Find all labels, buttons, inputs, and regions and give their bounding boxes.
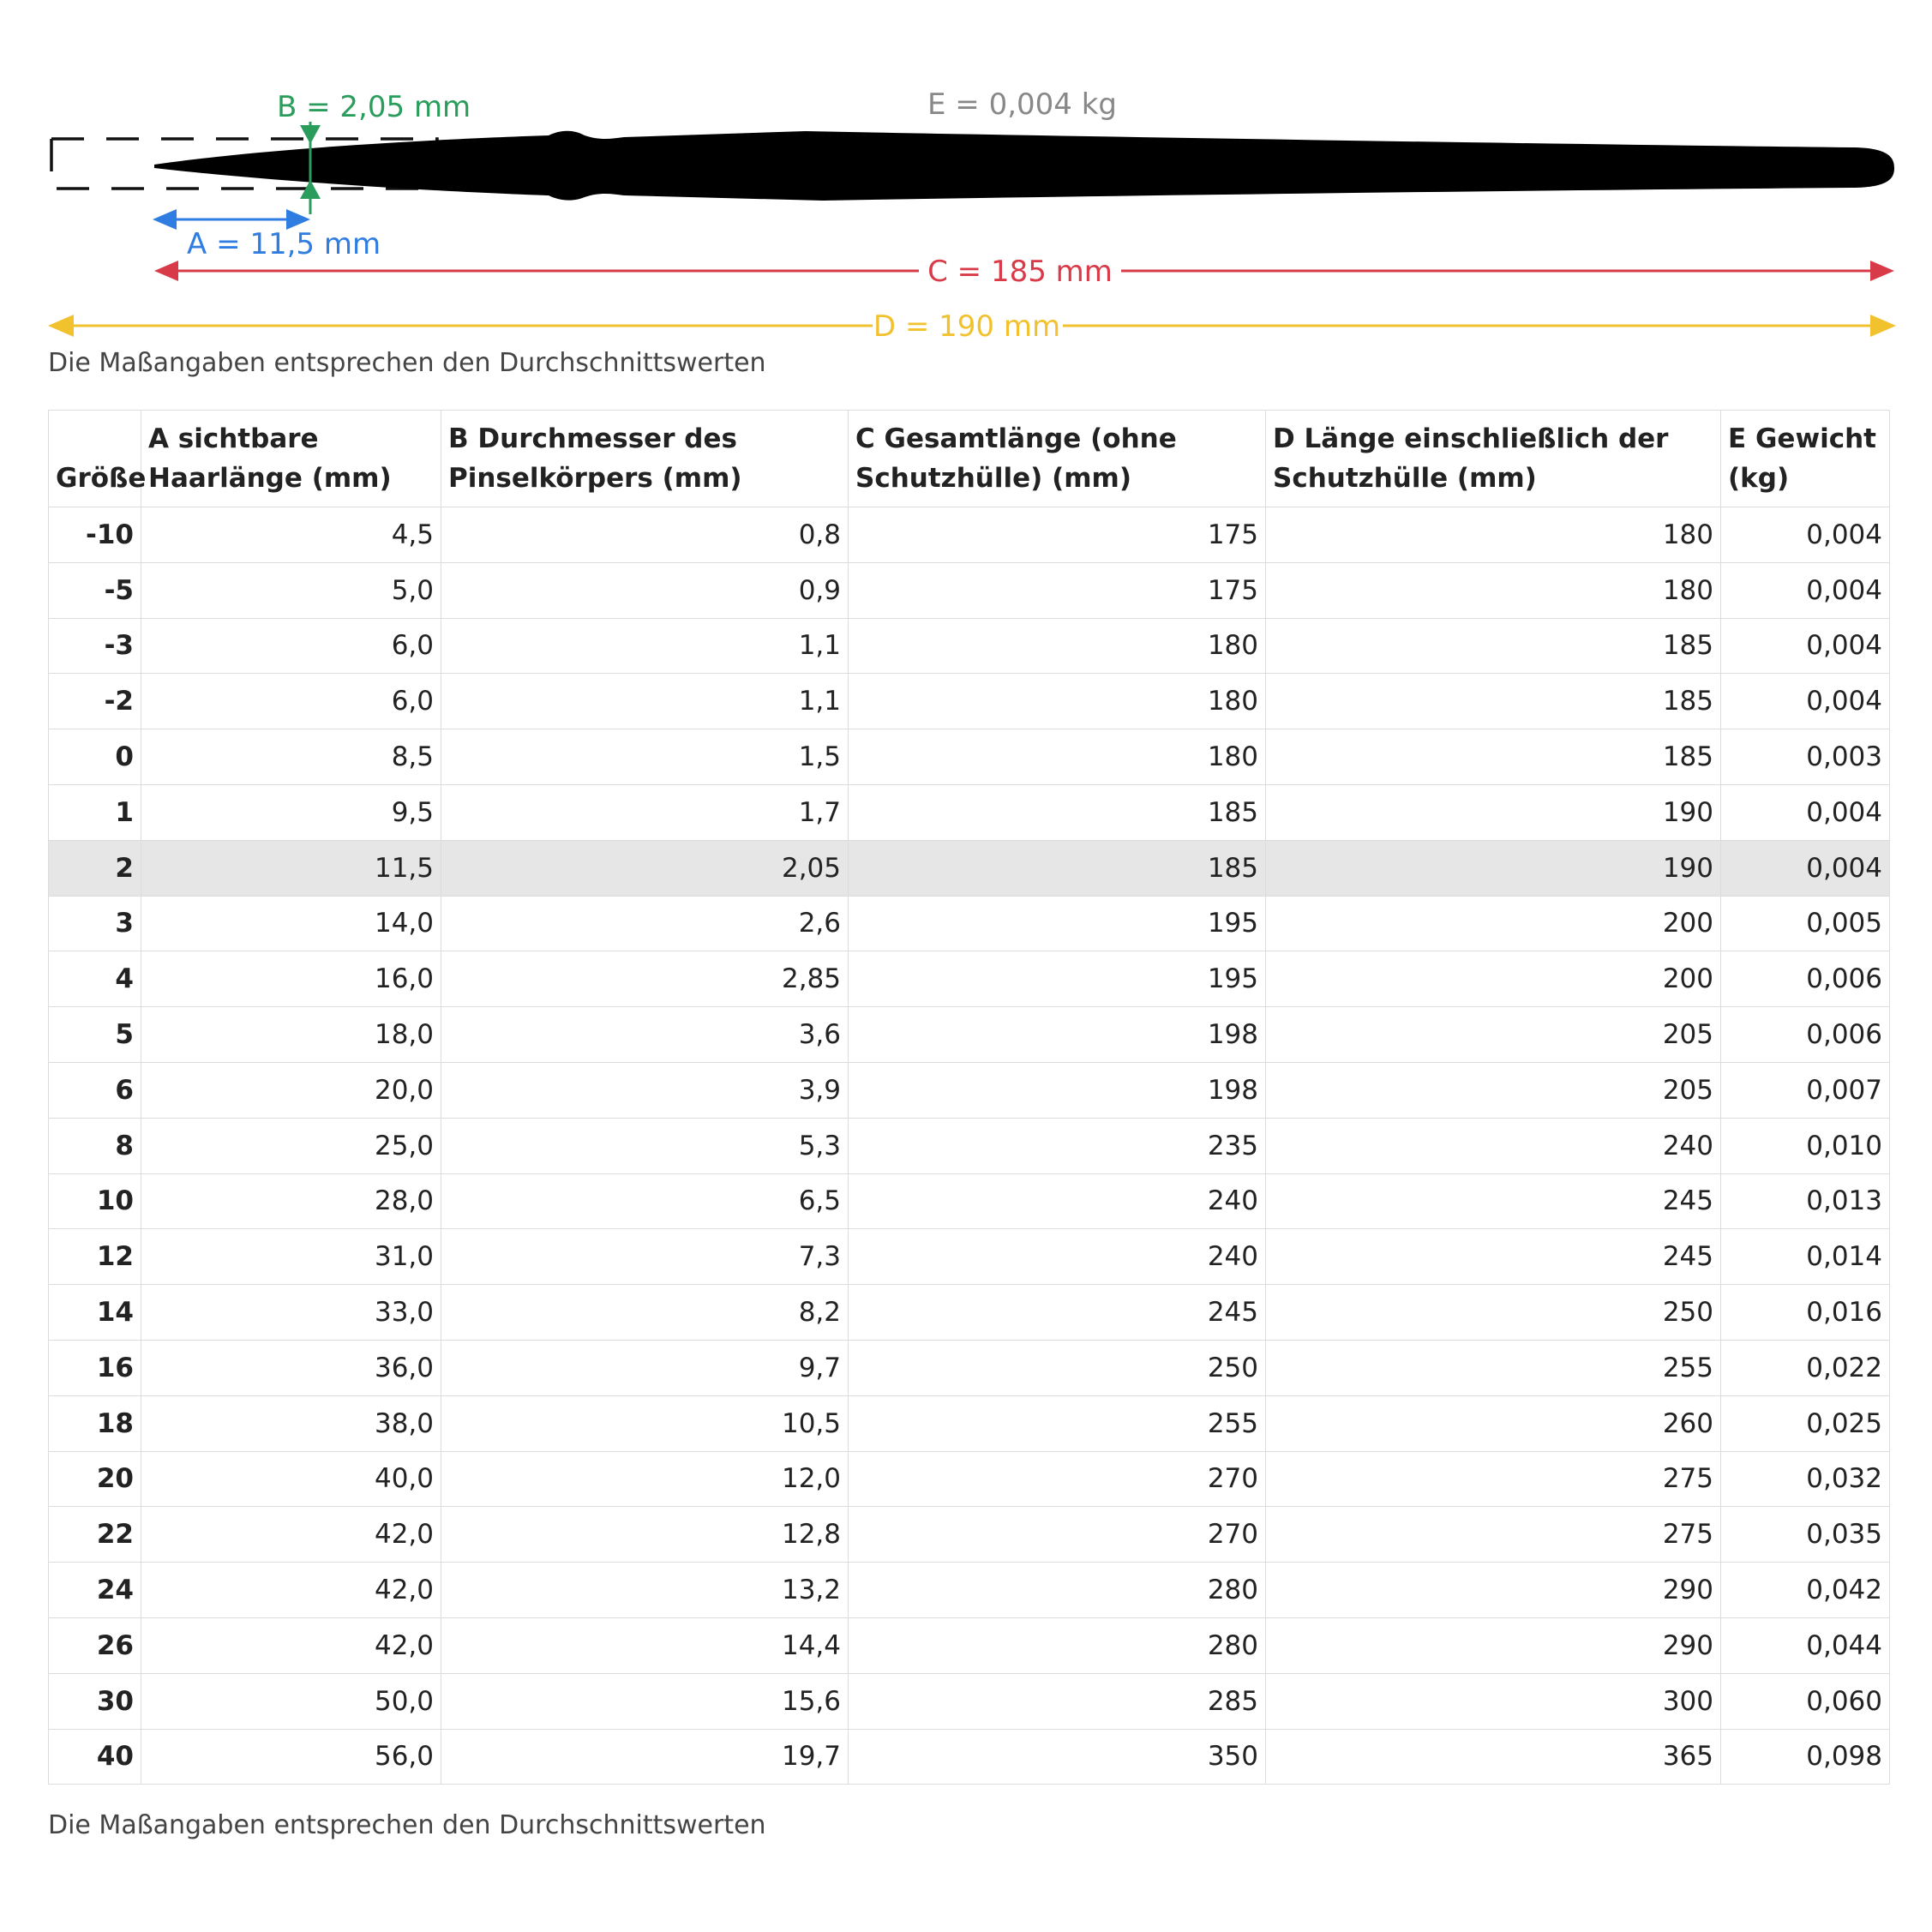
cell-weight: 0,016 <box>1721 1285 1890 1341</box>
cell-hair-length: 25,0 <box>141 1118 441 1173</box>
cell-hair-length: 6,0 <box>141 618 441 674</box>
cell-total-length: 195 <box>849 896 1266 951</box>
cell-length-with-cap: 255 <box>1266 1340 1721 1395</box>
cell-total-length: 180 <box>849 618 1266 674</box>
table-row <box>49 1507 1890 1563</box>
cell-hair-length: 8,5 <box>141 729 441 785</box>
dimension-d-label: D = 190 mm <box>873 309 1061 343</box>
cell-weight: 0,060 <box>1721 1673 1890 1729</box>
table-body <box>49 507 1890 1785</box>
cell-size: 40 <box>49 1729 141 1785</box>
cell-body-diameter: 1,5 <box>441 729 849 785</box>
table-row <box>49 1617 1890 1673</box>
cell-weight: 0,004 <box>1721 618 1890 674</box>
table-row <box>49 1118 1890 1173</box>
cell-size: 16 <box>49 1340 141 1395</box>
cell-body-diameter: 14,4 <box>441 1617 849 1673</box>
cell-length-with-cap: 185 <box>1266 618 1721 674</box>
cell-size: 14 <box>49 1285 141 1341</box>
header-size: Größe <box>49 411 141 507</box>
brush-dimension-diagram <box>0 0 1932 343</box>
cell-hair-length: 50,0 <box>141 1673 441 1729</box>
cell-weight: 0,004 <box>1721 840 1890 896</box>
table-row <box>49 951 1890 1007</box>
cell-total-length: 180 <box>849 729 1266 785</box>
average-values-note: Die Maßangaben entsprechen den Durchschnittswerten <box>48 348 766 378</box>
table-row <box>49 1729 1890 1785</box>
cell-size: 10 <box>49 1173 141 1229</box>
cell-size: 4 <box>49 951 141 1007</box>
cell-body-diameter: 0,8 <box>441 507 849 563</box>
cell-hair-length: 38,0 <box>141 1395 441 1451</box>
cell-weight: 0,004 <box>1721 562 1890 618</box>
cell-body-diameter: 9,7 <box>441 1340 849 1395</box>
cell-size: 6 <box>49 1062 141 1118</box>
dimension-a-label: A = 11,5 mm <box>187 227 381 261</box>
table-row <box>49 1062 1890 1118</box>
cell-total-length: 180 <box>849 674 1266 729</box>
table-row <box>49 618 1890 674</box>
cell-total-length: 250 <box>849 1340 1266 1395</box>
cell-size: 12 <box>49 1229 141 1285</box>
cell-body-diameter: 12,8 <box>441 1507 849 1563</box>
cell-size: 24 <box>49 1563 141 1618</box>
cell-total-length: 185 <box>849 784 1266 840</box>
cell-hair-length: 28,0 <box>141 1173 441 1229</box>
cell-length-with-cap: 275 <box>1266 1507 1721 1563</box>
cell-total-length: 198 <box>849 1062 1266 1118</box>
table-row <box>49 1563 1890 1618</box>
cell-length-with-cap: 365 <box>1266 1729 1721 1785</box>
cell-total-length: 235 <box>849 1118 1266 1173</box>
cell-weight: 0,004 <box>1721 507 1890 563</box>
cell-weight: 0,025 <box>1721 1395 1890 1451</box>
table-row <box>49 896 1890 951</box>
cell-weight: 0,004 <box>1721 674 1890 729</box>
cell-size: -10 <box>49 507 141 563</box>
cell-hair-length: 42,0 <box>141 1507 441 1563</box>
header-total-length: C Gesamtlänge (ohne Schutzhülle) (mm) <box>849 411 1266 507</box>
cell-body-diameter: 15,6 <box>441 1673 849 1729</box>
header-body-diameter: B Durchmesser des Pinselkörpers (mm) <box>441 411 849 507</box>
cell-size: 22 <box>49 1507 141 1563</box>
table-row <box>49 1229 1890 1285</box>
cell-weight: 0,006 <box>1721 951 1890 1007</box>
cell-length-with-cap: 205 <box>1266 1062 1721 1118</box>
table-row <box>49 1673 1890 1729</box>
cell-weight: 0,006 <box>1721 1007 1890 1063</box>
cell-weight: 0,035 <box>1721 1507 1890 1563</box>
table-row <box>49 562 1890 618</box>
cell-total-length: 280 <box>849 1563 1266 1618</box>
cell-hair-length: 6,0 <box>141 674 441 729</box>
average-values-note-bottom: Die Maßangaben entsprechen den Durchschnittswerten <box>48 1810 766 1840</box>
cell-hair-length: 18,0 <box>141 1007 441 1063</box>
cell-hair-length: 42,0 <box>141 1563 441 1618</box>
cell-length-with-cap: 275 <box>1266 1451 1721 1507</box>
cell-body-diameter: 0,9 <box>441 562 849 618</box>
cell-weight: 0,032 <box>1721 1451 1890 1507</box>
cell-weight: 0,003 <box>1721 729 1890 785</box>
cell-length-with-cap: 190 <box>1266 784 1721 840</box>
cell-body-diameter: 12,0 <box>441 1451 849 1507</box>
cell-hair-length: 16,0 <box>141 951 441 1007</box>
weight-e-label: E = 0,004 kg <box>927 87 1117 122</box>
cell-size: -2 <box>49 674 141 729</box>
cell-hair-length: 11,5 <box>141 840 441 896</box>
table-row <box>49 1340 1890 1395</box>
table-row <box>49 1285 1890 1341</box>
cell-hair-length: 40,0 <box>141 1451 441 1507</box>
cell-size: 1 <box>49 784 141 840</box>
cell-length-with-cap: 185 <box>1266 674 1721 729</box>
cell-length-with-cap: 180 <box>1266 562 1721 618</box>
cell-total-length: 280 <box>849 1617 1266 1673</box>
cell-total-length: 185 <box>849 840 1266 896</box>
cell-length-with-cap: 250 <box>1266 1285 1721 1341</box>
cell-weight: 0,013 <box>1721 1173 1890 1229</box>
cell-weight: 0,098 <box>1721 1729 1890 1785</box>
cell-body-diameter: 13,2 <box>441 1563 849 1618</box>
dimension-c-label: C = 185 mm <box>927 255 1113 289</box>
cell-hair-length: 14,0 <box>141 896 441 951</box>
cell-length-with-cap: 180 <box>1266 507 1721 563</box>
cell-hair-length: 9,5 <box>141 784 441 840</box>
cell-hair-length: 20,0 <box>141 1062 441 1118</box>
cell-length-with-cap: 185 <box>1266 729 1721 785</box>
header-hair-length: A sichtbare Haarlänge (mm) <box>141 411 441 507</box>
cell-body-diameter: 8,2 <box>441 1285 849 1341</box>
cell-length-with-cap: 200 <box>1266 951 1721 1007</box>
cell-length-with-cap: 245 <box>1266 1173 1721 1229</box>
cell-body-diameter: 1,1 <box>441 618 849 674</box>
cell-length-with-cap: 200 <box>1266 896 1721 951</box>
cell-total-length: 195 <box>849 951 1266 1007</box>
cell-size: 26 <box>49 1617 141 1673</box>
cell-weight: 0,014 <box>1721 1229 1890 1285</box>
cell-hair-length: 42,0 <box>141 1617 441 1673</box>
table-row <box>49 1451 1890 1507</box>
cell-hair-length: 36,0 <box>141 1340 441 1395</box>
dimension-b-label: B = 2,05 mm <box>277 90 471 124</box>
header-length-with-cap: D Länge einschließlich der Schutzhülle (mm) <box>1266 411 1721 507</box>
cell-weight: 0,044 <box>1721 1617 1890 1673</box>
cell-length-with-cap: 190 <box>1266 840 1721 896</box>
cell-size: 3 <box>49 896 141 951</box>
cell-body-diameter: 7,3 <box>441 1229 849 1285</box>
cell-total-length: 350 <box>849 1729 1266 1785</box>
cell-hair-length: 56,0 <box>141 1729 441 1785</box>
cell-weight: 0,004 <box>1721 784 1890 840</box>
cell-body-diameter: 3,9 <box>441 1062 849 1118</box>
cell-weight: 0,007 <box>1721 1062 1890 1118</box>
cell-hair-length: 4,5 <box>141 507 441 563</box>
table-row <box>49 840 1890 896</box>
cell-hair-length: 33,0 <box>141 1285 441 1341</box>
table-row <box>49 784 1890 840</box>
cell-total-length: 175 <box>849 562 1266 618</box>
cell-length-with-cap: 240 <box>1266 1118 1721 1173</box>
cell-size: -5 <box>49 562 141 618</box>
cell-size: 2 <box>49 840 141 896</box>
cell-size: 0 <box>49 729 141 785</box>
cell-total-length: 255 <box>849 1395 1266 1451</box>
cell-total-length: 198 <box>849 1007 1266 1063</box>
cell-body-diameter: 10,5 <box>441 1395 849 1451</box>
cell-total-length: 240 <box>849 1229 1266 1285</box>
cell-hair-length: 5,0 <box>141 562 441 618</box>
cell-total-length: 285 <box>849 1673 1266 1729</box>
cell-total-length: 270 <box>849 1451 1266 1507</box>
cell-length-with-cap: 245 <box>1266 1229 1721 1285</box>
cell-body-diameter: 2,85 <box>441 951 849 1007</box>
cell-length-with-cap: 290 <box>1266 1617 1721 1673</box>
cell-body-diameter: 2,05 <box>441 840 849 896</box>
cell-weight: 0,042 <box>1721 1563 1890 1618</box>
cell-length-with-cap: 300 <box>1266 1673 1721 1729</box>
size-table <box>48 410 1890 1785</box>
cell-weight: 0,010 <box>1721 1118 1890 1173</box>
cell-size: 5 <box>49 1007 141 1063</box>
cell-weight: 0,022 <box>1721 1340 1890 1395</box>
table-header-row <box>49 411 1890 507</box>
cell-length-with-cap: 290 <box>1266 1563 1721 1618</box>
table-row <box>49 507 1890 563</box>
cell-total-length: 270 <box>849 1507 1266 1563</box>
cell-size: 8 <box>49 1118 141 1173</box>
cell-size: -3 <box>49 618 141 674</box>
table-row <box>49 729 1890 785</box>
cell-body-diameter: 1,7 <box>441 784 849 840</box>
cell-body-diameter: 3,6 <box>441 1007 849 1063</box>
cell-body-diameter: 2,6 <box>441 896 849 951</box>
brush-silhouette-icon <box>154 131 1894 201</box>
cell-body-diameter: 1,1 <box>441 674 849 729</box>
table-row <box>49 1173 1890 1229</box>
table-row <box>49 1007 1890 1063</box>
cell-body-diameter: 6,5 <box>441 1173 849 1229</box>
cell-body-diameter: 5,3 <box>441 1118 849 1173</box>
cell-total-length: 240 <box>849 1173 1266 1229</box>
cell-hair-length: 31,0 <box>141 1229 441 1285</box>
cell-size: 30 <box>49 1673 141 1729</box>
cell-weight: 0,005 <box>1721 896 1890 951</box>
cell-size: 18 <box>49 1395 141 1451</box>
header-weight: E Gewicht (kg) <box>1721 411 1890 507</box>
cell-length-with-cap: 260 <box>1266 1395 1721 1451</box>
cell-total-length: 175 <box>849 507 1266 563</box>
cell-total-length: 245 <box>849 1285 1266 1341</box>
cell-length-with-cap: 205 <box>1266 1007 1721 1063</box>
cell-size: 20 <box>49 1451 141 1507</box>
table-row <box>49 674 1890 729</box>
cell-body-diameter: 19,7 <box>441 1729 849 1785</box>
table-row <box>49 1395 1890 1451</box>
